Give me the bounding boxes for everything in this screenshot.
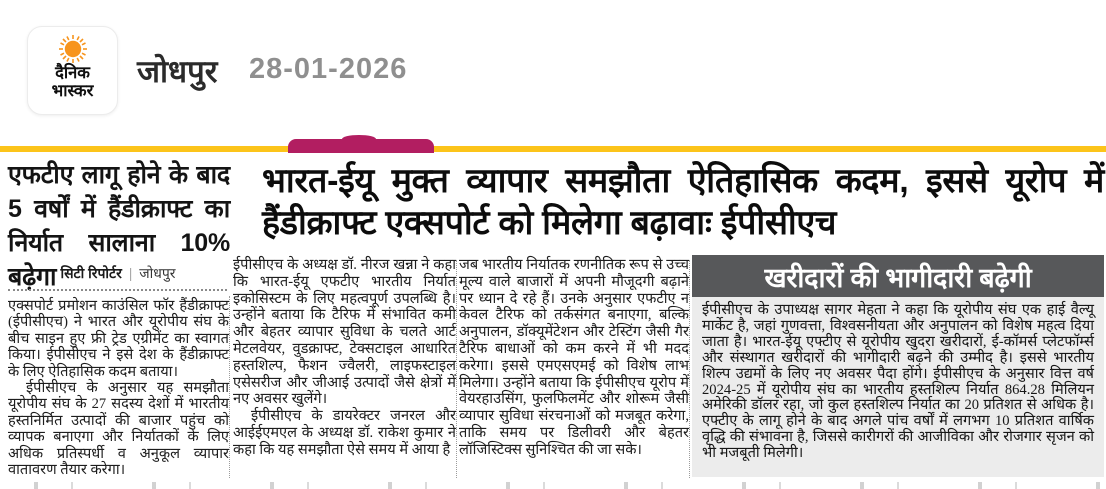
highlight-box-title: खरीदारों की भागीदारी बढ़ेगी [692,255,1104,297]
byline-divider [8,289,227,291]
main-article-paragraph-3: जब भारतीय निर्यातक रणनीतिक रूप से उच्च मूल्य वाले बाजारों में अपनी मौजूदगी बढ़ाने पर ध्यान दे रहे हैं। उनके अनुसार एफटीए न केवल टैरिफ को तर्कसंगत बनाएगा, बल्कि अनुपालन, डॉक्यूमेंटेशन और टेस्टिंग जैसी गैर टैरिफ बाधाओं को कम करने में भी मदद करेगा। इससे एमएसएमई को विशेष लाभ मिलेगा। उन्होंने बताया कि ईपीसीएच यूरोप में वेयरहाउसिंग, फुलफिलमेंट और शोरूम जैसी व्यापार सुविधा संरचनाओं को मजबूत करेगा, ताकि समय पर डिलीवरी और बेहतर लॉजिस्टिक्स सुनिश्चित की जा सके। [459,257,689,458]
byline-author: सिटी रिपोर्टर [60,265,122,281]
cut-off-text-row [0,482,1106,489]
column-divider [456,260,457,478]
magenta-masthead-tab [288,139,434,153]
column-divider [229,296,230,478]
side-article-paragraph-1: एक्सपोर्ट प्रमोशन काउंसिल फॉर हैंडीक्राफ्ट (ईपीसीएच) ने भारत और यूरोपीय संघ के बीच साइन हुए फ्री ट्रेड एग्रीमेंट का स्वागत किया। ईपीसीएच ने इसे देश के हैंडीक्राफ्ट के लिए ऐतिहासिक कदम बताया। [8,298,229,380]
byline-separator: | [128,265,133,281]
main-article-paragraph-1: ईपीसीएच के अध्यक्ष डॉ. नीरज खन्ना ने कहा कि भारत-ईयू एफटीए भारतीय निर्यात इकोसिस्टम के लिए महत्वपूर्ण उपलब्धि है। उन्होंने बताया कि टैरिफ में संभावित कमी और बेहतर व्यापार सुविधा के चलते आर्ट मेटलवेयर, वुडक्राफ्ट, टेक्सटाइल आधारित हस्तशिल्प, फैशन ज्वैलरी, लाइफस्टाइल एसेसरीज और जीआई उत्पादों जैसे क्षेत्रों में नए अवसर खुलेंगे। [233,257,456,408]
byline-city: जोधपुर [139,265,176,281]
logo-text-line1: दैनिक [55,64,90,82]
highlight-box-body: ईपीसीएच के उपाध्यक्ष सागर मेहता ने कहा कि यूरोपीय संघ एक हाई वैल्यू मार्केट है, जहां गुणवत्ता, विश्वसनीयता और अनुपालन को विशेष महत्व दिया जाता है। भारत-ईयू एफ्टीए से यूरोपीय खुदरा खरीदारों, ई-कॉमर्स प्लेटफॉर्म्स और संस्थागत खरीदारों की भागीदारी बढ़ने की उम्मीद है। इससे भारतीय शिल्प उद्यमों के लिए नए अवसर पैदा होंगे। ईपीसीएच के अनुसार वित्त वर्ष 2024-25 में यूरोपीय संघ का भारतीय हस्तशिल्प निर्यात 864.28 मिलियन अमेरिकी डॉलर रहा, जो कुल हस्तशिल्प निर्यात का 20 प्रतिशत से अधिक है। एफ्टीए के लागू होने के बाद अगले पांच वर्षों में लगभग 10 प्रतिशत वार्षिक वृद्धि की संभावना है, जिससे कारीगरों की आजीविका और रोजगार सृजन को भी मजबूती मिलेगी। [702,302,1094,462]
side-article-headline: एफटीए लागू होने के बाद 5 वर्षों में हैंडीक्राफ्ट का निर्यात सालाना 10% बढ़ेगा [8,161,230,291]
edition-city: जोधपुर [137,54,218,89]
column-divider [689,260,690,478]
side-article-body [8,298,229,478]
main-article-paragraph-2: ईपीसीएच के डायरेक्टर जनरल और आईईएमएल के अध्यक्ष डॉ. राकेश कुमार ने कहा कि यह समझौता ऐसे समय में आया है [233,408,456,458]
main-article-headline: भारत-ईयू मुक्त व्यापार समझौता ऐतिहासिक कदम, इससे यूरोप में हैंडीक्राफ्ट एक्सपोर्ट को मिलेगा बढ़ावाः ईपीसीएच [262,162,1104,242]
edition-date: 28-01-2026 [249,53,408,85]
main-article-column-2 [459,257,689,459]
main-article-column-1 [233,257,456,459]
bhaskar-sun-icon [58,34,88,64]
logo-text-line2: भास्कर [51,81,94,100]
highlight-box [692,255,1104,477]
side-article-paragraph-2: ईपीसीएच के अनुसार यह समझौता यूरोपीय संघ के 27 सदस्य देशों में भारतीय हस्तनिर्मित उत्पादों की बाजार पहुंच को व्यापक बनाएगा और निर्यातकों के लिए अधिक प्रतिस्पर्धी व अनुकूल व्यापार वातावरण तैयार करेगा। [8,380,229,479]
byline [8,264,228,283]
yellow-rule [0,146,1106,152]
dainik-bhaskar-logo [27,26,118,115]
